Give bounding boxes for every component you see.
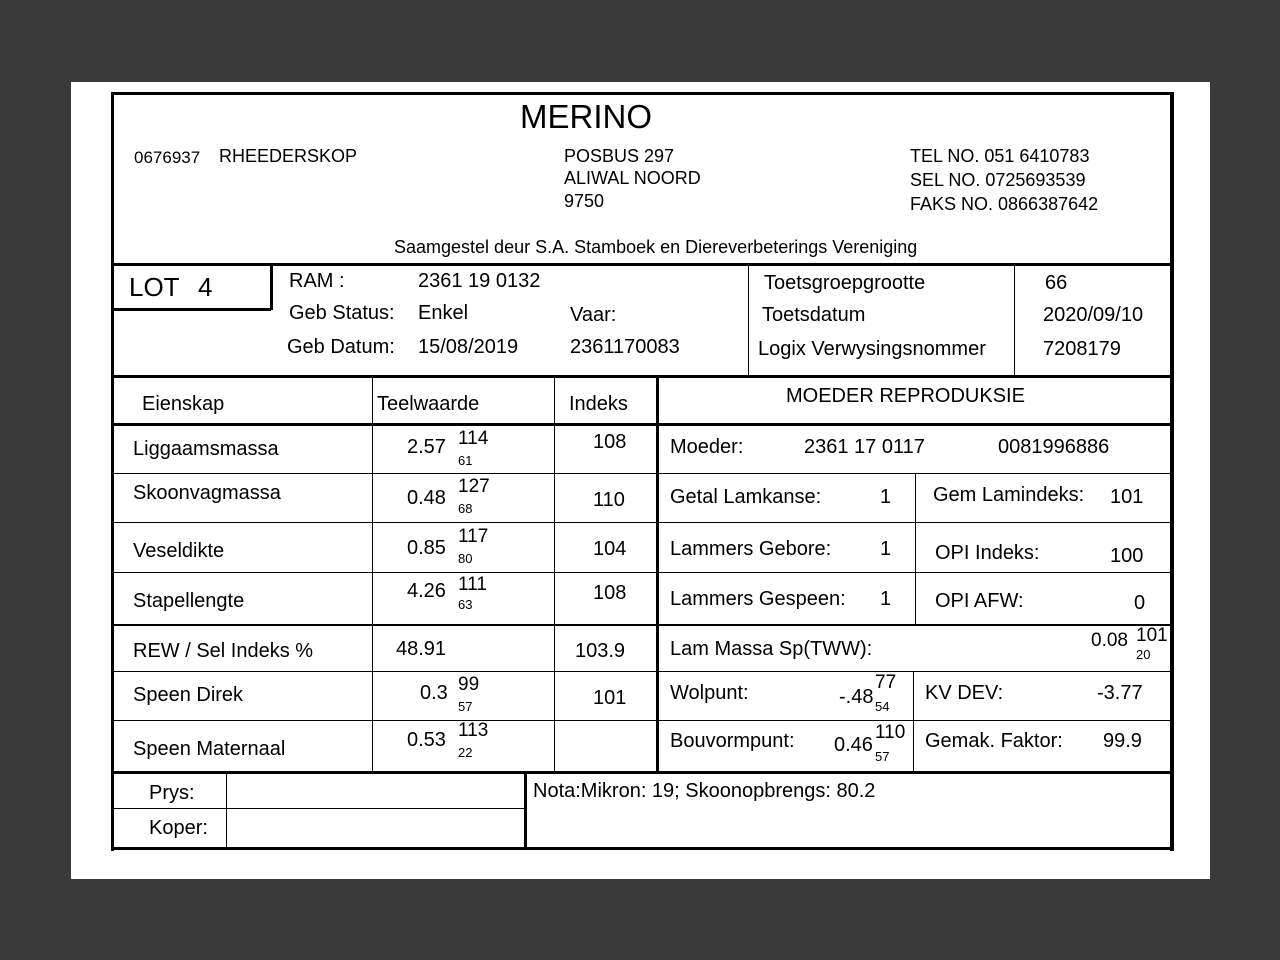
lambs-weaned-value: 1 <box>880 588 892 610</box>
kv-dev-value: -3.77 <box>1097 682 1143 704</box>
border-right <box>1170 92 1174 851</box>
trait-header: Eienskap <box>142 393 225 415</box>
trait-accuracy: 127 <box>458 476 490 497</box>
avg-lamb-index-value: 101 <box>1110 486 1144 508</box>
member-number: 0676937 <box>134 148 201 167</box>
test-box-divider <box>1014 265 1015 375</box>
test-box-left <box>748 265 749 375</box>
trait-records: 22 <box>458 745 473 760</box>
row-line-2 <box>111 522 1174 523</box>
wool-score-label: Wolpunt: <box>670 682 749 704</box>
trait-name: REW / Sel Indeks % <box>133 640 314 662</box>
note-box-left <box>524 773 527 847</box>
trait-accuracy: 113 <box>458 720 489 741</box>
row-line-5 <box>111 671 1174 672</box>
opi-dev-value: 0 <box>1134 592 1146 614</box>
trait-index: 101 <box>593 687 627 709</box>
trait-accuracy: 114 <box>458 428 489 449</box>
trait-records: 57 <box>458 699 473 714</box>
dob-value: 15/08/2019 <box>418 336 519 358</box>
conformation-records: 57 <box>875 749 890 764</box>
lamb-mass-label: Lam Massa Sp(TWW): <box>670 638 873 660</box>
trait-value: 48.91 <box>396 638 447 660</box>
conformation-accuracy: 110 <box>875 722 906 743</box>
test-group-size-value: 66 <box>1045 272 1068 294</box>
note-text: Nota:Mikron: 19; Skoonopbrengs: 80.2 <box>533 780 876 802</box>
ram-label: RAM : <box>289 270 345 292</box>
trait-accuracy: 117 <box>458 526 489 547</box>
test-group-size-label: Toetsgroepgrootte <box>764 272 926 294</box>
trait-index: 108 <box>593 582 627 604</box>
lot-number: 4 <box>198 272 213 302</box>
lamb-mass-records: 20 <box>1136 647 1151 662</box>
lamb-chances-value: 1 <box>880 486 892 508</box>
cell-number: SEL NO. 0725693539 <box>910 170 1086 190</box>
sire-id: 2361170083 <box>570 336 680 358</box>
test-date-label: Toetsdatum <box>762 304 866 326</box>
trait-col-1 <box>372 378 373 772</box>
opi-index-label: OPI Indeks: <box>935 542 1040 564</box>
trait-value: 0.85 <box>407 537 446 559</box>
opi-dev-label: OPI AFW: <box>935 590 1024 612</box>
address-line-3: 9750 <box>564 191 605 211</box>
trait-value: 0.48 <box>407 487 446 509</box>
trait-records: 80 <box>458 551 473 566</box>
buyer-label: Koper: <box>149 817 208 839</box>
compiled-by: Saamgestel deur S.A. Stamboek en Diereverbeterings Vereniging <box>394 237 918 257</box>
trait-name: Liggaamsmassa <box>133 438 279 460</box>
trait-name: Speen Maternaal <box>133 738 286 760</box>
dam-section-left <box>656 378 659 772</box>
kv-dev-label: KV DEV: <box>925 682 1004 704</box>
dam-ref: 0081996886 <box>998 436 1110 458</box>
ram-id: 2361 19 0132 <box>418 270 541 292</box>
birth-status-value: Enkel <box>418 302 469 324</box>
tel-number: TEL NO. 051 6410783 <box>910 146 1090 166</box>
conformation-label: Bouvormpunt: <box>670 730 795 752</box>
wool-score-records: 54 <box>875 699 890 714</box>
avg-lamb-index-label: Gem Lamindeks: <box>933 484 1085 506</box>
buyer-field[interactable] <box>232 810 522 846</box>
conformation-value: 0.46 <box>834 734 873 756</box>
opi-index-value: 100 <box>1110 545 1144 567</box>
trait-name: Speen Direk <box>133 684 244 706</box>
info-divider <box>111 375 1174 378</box>
row-line-1 <box>111 473 1174 474</box>
price-field[interactable] <box>232 775 522 807</box>
price-label: Prys: <box>149 782 195 804</box>
sale-row-line <box>111 808 527 809</box>
trait-records: 63 <box>458 597 473 612</box>
trait-value: 2.57 <box>407 436 446 458</box>
border-left <box>111 92 114 851</box>
lamb-chances-label: Getal Lamkanse: <box>670 486 822 508</box>
trait-accuracy: 99 <box>458 674 480 695</box>
sale-label-divider <box>226 773 227 847</box>
breed-title: MERINO <box>520 98 652 135</box>
dob-label: Geb Datum: <box>287 336 395 358</box>
fax-number: FAKS NO. 0866387642 <box>910 194 1099 214</box>
lamb-mass-accuracy: 101 <box>1136 625 1168 646</box>
ease-factor-value: 99.9 <box>1103 730 1142 752</box>
border-bottom <box>111 847 1174 850</box>
index-header: Indeks <box>569 393 628 415</box>
lot-box-bottom <box>111 308 271 311</box>
trait-col-2 <box>554 378 555 772</box>
dam-reproduction-title: MOEDER REPRODUKSIE <box>786 385 1025 407</box>
trait-name: Veseldikte <box>133 540 225 562</box>
birth-status-label: Geb Status: <box>289 302 395 324</box>
dam-label: Moeder: <box>670 436 744 458</box>
trait-name: Stapellengte <box>133 590 245 612</box>
dam-col-divider <box>915 474 916 624</box>
address-line-2: ALIWAL NOORD <box>564 168 701 188</box>
trait-value: 0.53 <box>407 729 446 751</box>
trait-index: 103.9 <box>575 640 626 662</box>
lambs-born-value: 1 <box>880 538 892 560</box>
trait-value: 4.26 <box>407 580 446 602</box>
lot-label: LOT <box>129 272 180 302</box>
trait-records: 61 <box>458 453 473 468</box>
trait-name: Skoonvagmassa <box>133 482 281 504</box>
logix-ref-label: Logix Verwysingsnommer <box>758 338 986 360</box>
logix-ref-value: 7208179 <box>1043 338 1121 360</box>
trait-header-line <box>111 423 1174 426</box>
lamb-mass-value: 0.08 <box>1091 630 1128 651</box>
sire-label: Vaar: <box>570 304 617 326</box>
lambs-born-label: Lammers Gebore: <box>670 538 832 560</box>
trait-records: 68 <box>458 501 473 516</box>
test-date-value: 2020/09/10 <box>1043 304 1144 326</box>
farm-name: RHEEDERSKOP <box>219 146 358 166</box>
row-line-6 <box>111 720 1174 721</box>
lambs-weaned-label: Lammers Gespeen: <box>670 588 846 610</box>
lot-box-right <box>270 263 273 310</box>
trait-accuracy: 111 <box>458 574 487 595</box>
trait-index: 104 <box>593 538 627 560</box>
row-line-4 <box>111 624 1174 626</box>
dam-col-divider-lower <box>913 671 914 771</box>
ease-factor-label: Gemak. Faktor: <box>925 730 1063 752</box>
wool-score-accuracy: 77 <box>875 672 897 693</box>
border-top <box>111 92 1174 95</box>
wool-score-value: -.48 <box>839 686 874 708</box>
dam-id: 2361 17 0117 <box>804 436 925 458</box>
address-line-1: POSBUS 297 <box>564 146 675 166</box>
trait-index: 110 <box>593 489 625 511</box>
row-line-3 <box>111 572 1174 573</box>
trait-value: 0.3 <box>420 682 448 704</box>
breeding-value-header: Teelwaarde <box>377 393 480 415</box>
trait-index: 108 <box>593 431 627 453</box>
table-bottom <box>111 771 1174 774</box>
